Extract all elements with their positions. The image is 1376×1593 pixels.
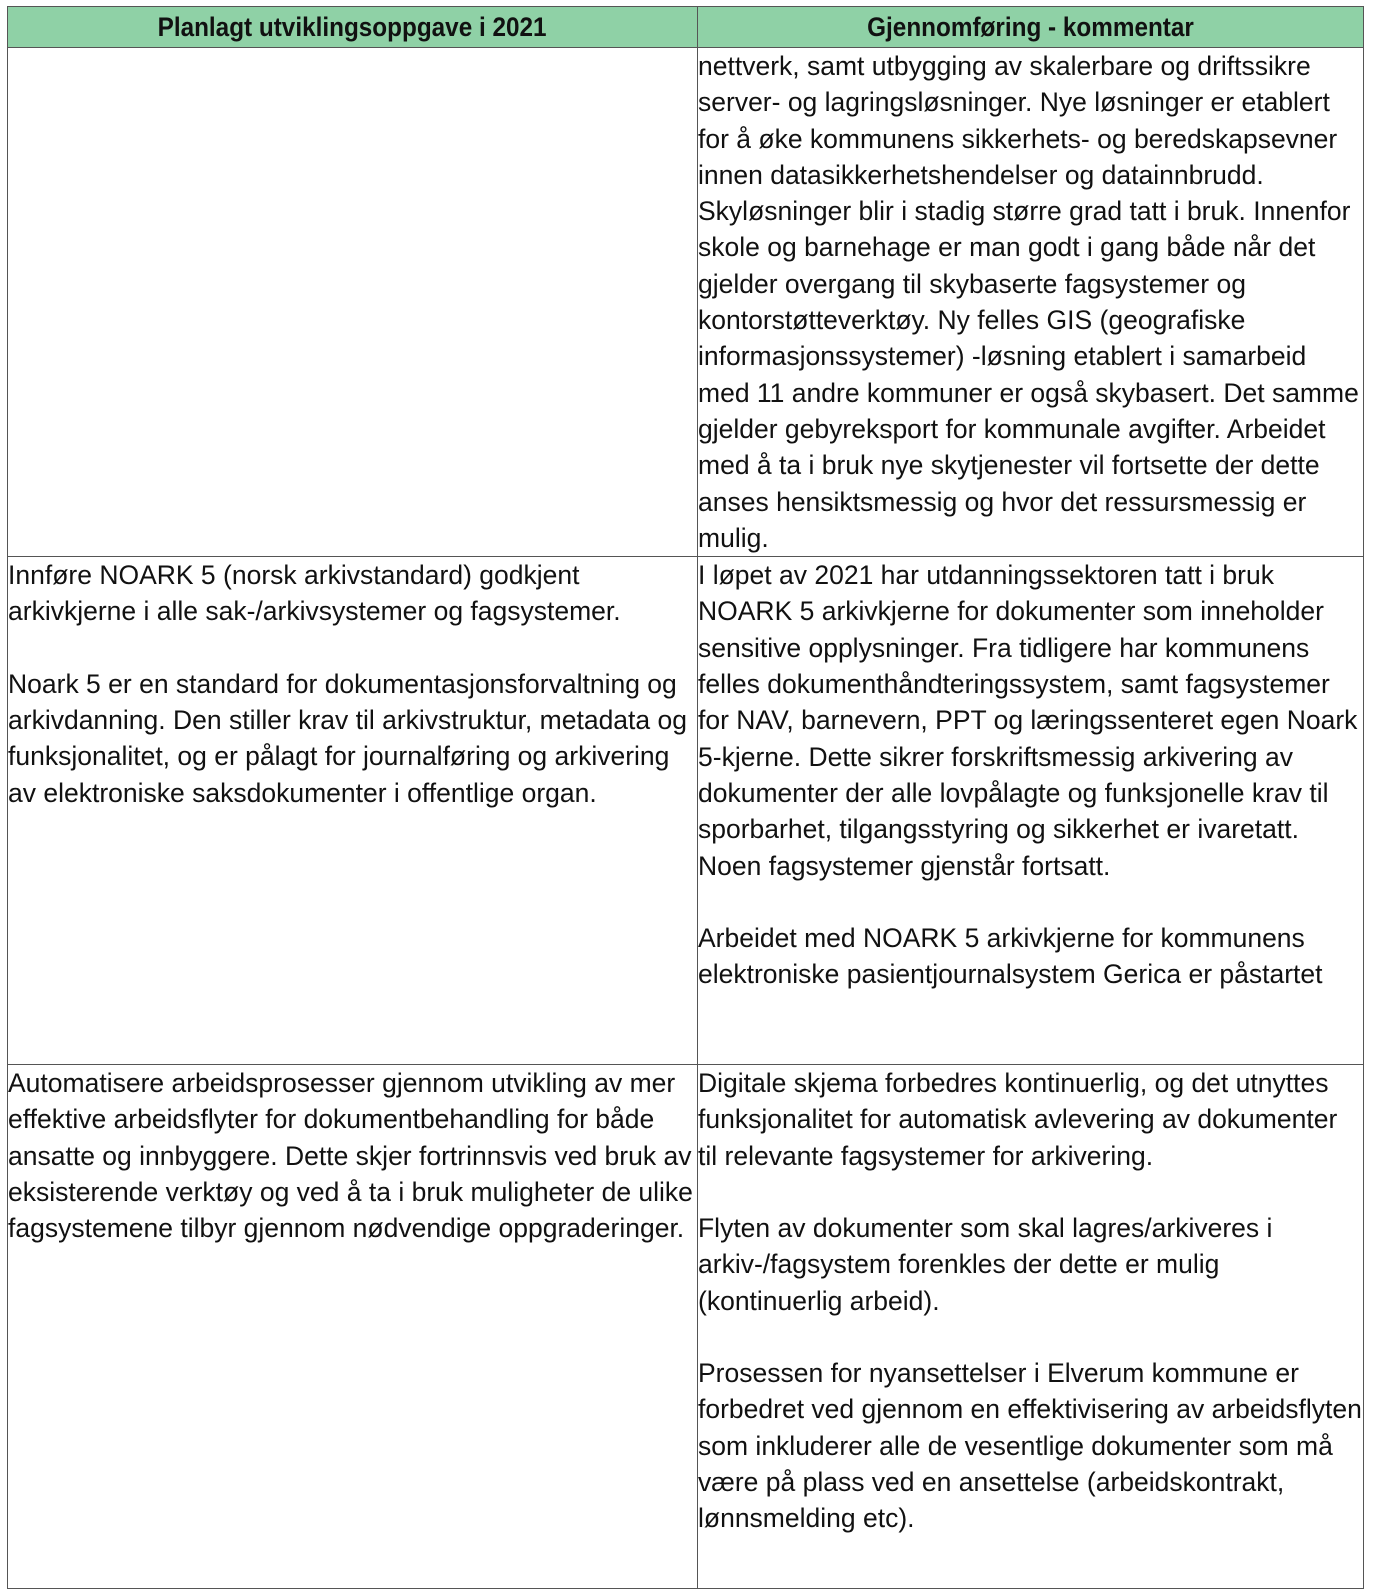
task-cell [8,48,698,557]
comment-cell [698,1065,1364,1589]
header-planned-task: Planlagt utviklingsoppgave i 2021 [8,7,698,48]
comment-paragraph: nettverk, samt utbygging av skalerbare og driftssikre server- og lagringsløsninger. Nye løsninger er etablert for å øke kommunens sikkerhets- og beredskapsevner innen datasikkerhetshendelser og datainnbrudd. Skyløsninger blir i stadig større grad tatt i bruk. Innenfor skole og barnehage er man godt i gang både når det gjelder overgang til skybaserte fagsystemer og kontorstøtteverktøy. Ny felles GIS (geografiske informasjonssystemer) -løsning etablert i samarbeid med 11 andre kommuner er også skybasert. Det samme gjelder gebyreksport for kommunale avgifter. Arbeidet med å ta i bruk nye skytjenester vil fortsette der dette anses hensiktsmessig og hvor det ressursmessig er mulig. [698,51,1359,553]
comment-paragraph: Arbeidet med NOARK 5 arkivkjerne for kommunens elektroniske pasientjournalsystem Gerica er påstartet [698,922,1323,990]
task-cell [8,557,698,1065]
table-row [8,48,1364,557]
header-implementation-comment: Gjennomføring - kommentar [698,7,1364,48]
task-paragraph: Innføre NOARK 5 (norsk arkivstandard) godkjent arkivkjerne i alle sak-/arkivsystemer og fagsystemer. [8,560,621,627]
comment-cell [698,557,1364,1065]
comment-paragraph: Prosessen for nyansettelser i Elverum kommune er forbedret ved gjennom en effektivisering av arbeidsflyten som inkluderer alle de vesentlige dokumenter som må være på plass ved en ansettelse (arbeidskontrakt, lønnsmelding etc). [698,1357,1362,1534]
comment-paragraph: I løpet av 2021 har utdanningssektoren tatt i bruk NOARK 5 arkivkjerne for dokumenter som inneholder sensitive opplysninger. Fra tidligere har kommunens felles dokumenthåndteringssystem, samt fagsystemer for NAV, barnevern, PPT og læringssenteret egen Noark 5-kjerne. Dette sikrer forskriftsmessig arkivering av dokumenter der alle lovpålagte og funksjonelle krav til sporbarhet, tilgangsstyring og sikkerhet er ivaretatt. Noen fagsystemer gjenstår fortsatt. [698,560,1358,881]
comment-cell [698,48,1364,557]
table-row [8,557,1364,1065]
comment-paragraph: Digitale skjema forbedres kontinuerlig, og det utnyttes funksjonalitet for automatisk avlevering av dokumenter til relevante fagsystemer for arkivering. [698,1068,1338,1171]
task-cell [8,1065,698,1589]
development-tasks-table [7,6,1364,1589]
task-paragraph: Automatisere arbeidsprosesser gjennom utvikling av mer effektive arbeidsflyter for dokumentbehandling for både ansatte og innbyggere. Dette skjer fortrinnsvis ved bruk av eksisterende verktøy og ved å ta i bruk muligheter de ulike fagsystemene tilbyr gjennom nødvendige oppgraderinger. [8,1068,693,1244]
task-paragraph: Noark 5 er en standard for dokumentasjonsforvaltning og arkivdanning. Den stiller krav til arkivstruktur, metadata og funksjonalitet, og er pålagt for journalføring og arkivering av elektroniske saksdokumenter i offentlige organ. [8,668,687,808]
table-header-row [8,7,1364,48]
table-row [8,1065,1364,1589]
comment-paragraph: Flyten av dokumenter som skal lagres/arkiveres i arkiv-/fagsystem forenkles der dette er mulig (kontinuerlig arbeid). [698,1213,1273,1316]
